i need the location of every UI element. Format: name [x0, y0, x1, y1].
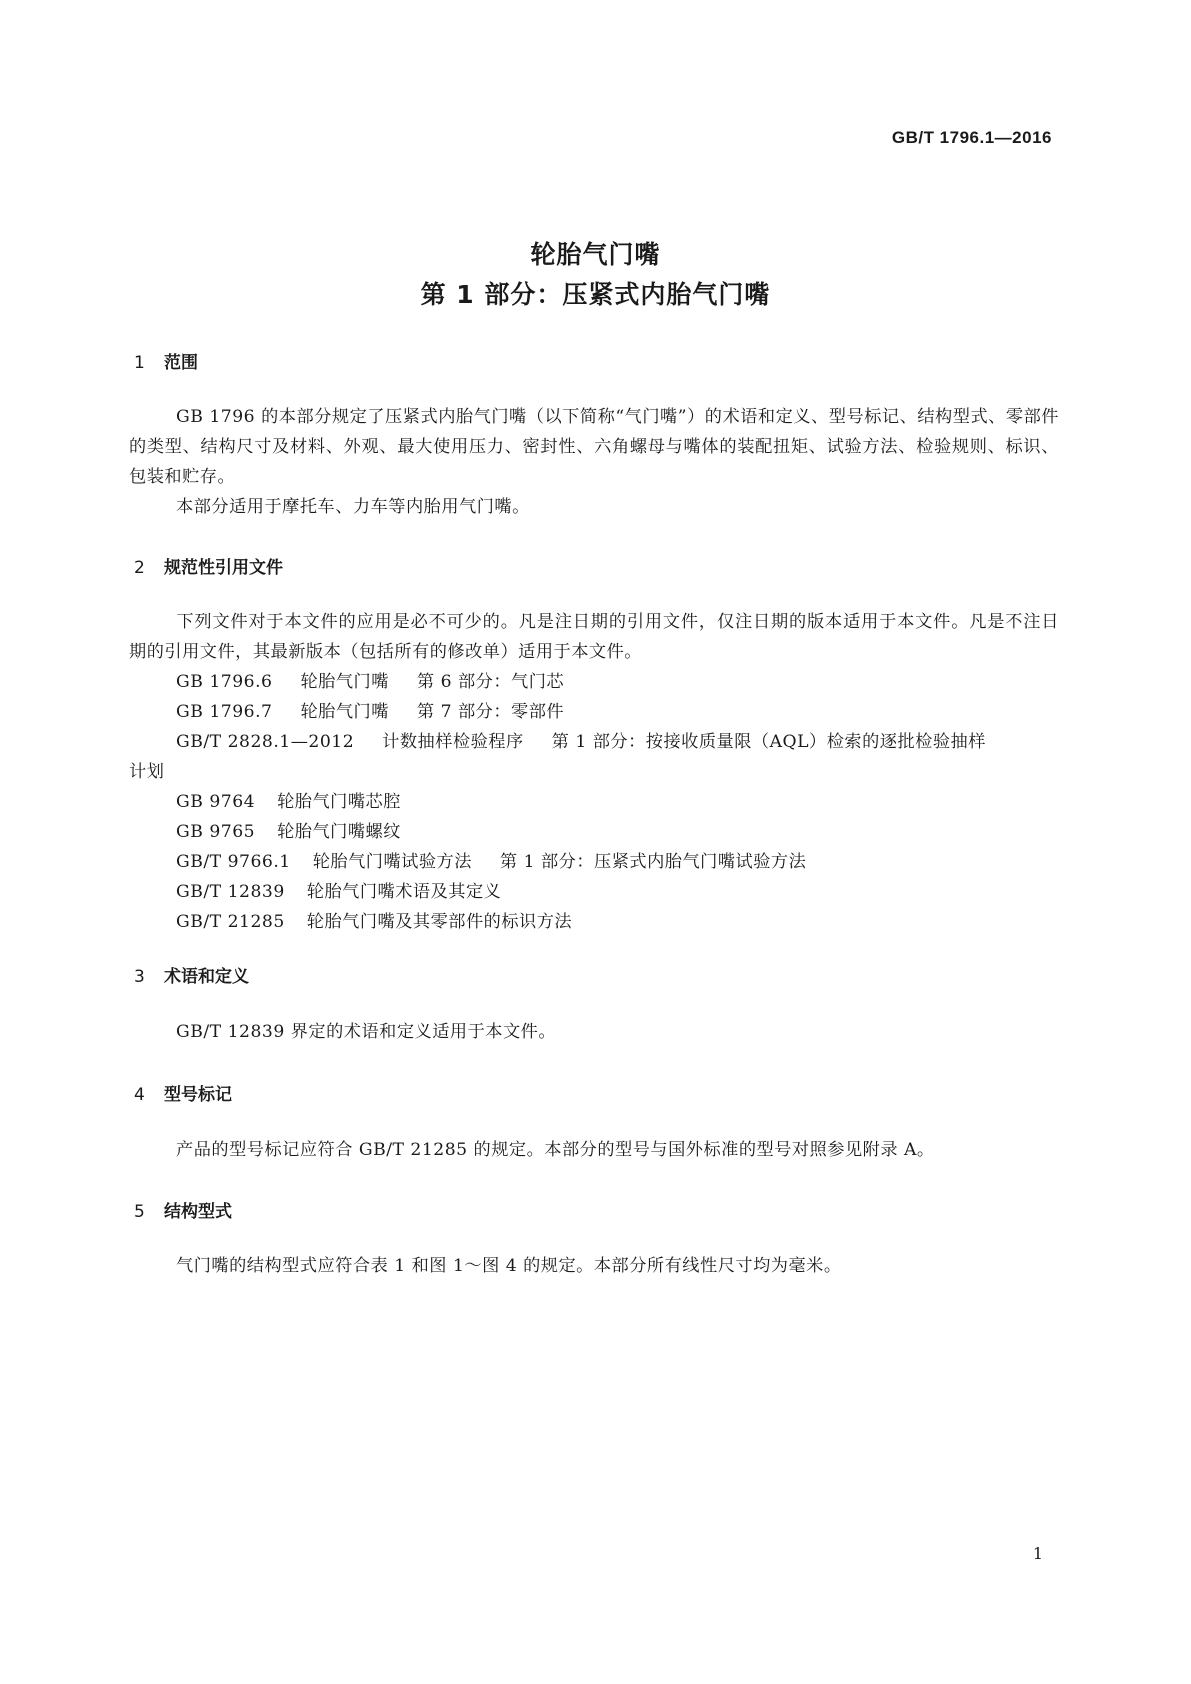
section-4-paragraph-1: 产品的型号标记应符合 GB/T 21285 的规定。本部分的型号与国外标准的型号对照参见附录 A。 — [176, 1140, 935, 1160]
document-title: 轮胎气门嘴 — [530, 240, 661, 269]
reference-item-continuation: 计划 — [129, 762, 165, 782]
section-3-heading — [134, 962, 249, 987]
section-1-paragraph-1: GB 1796 的本部分规定了压紧式内胎气门嘴（以下简称“气门嘴”）的术语和定义、型号标记、结构型式、零部件的类型、结构尺寸及材料、外观、最大使用压力、密封性、六角螺母与嘴体的装配扭矩、试验方法、检验规则、标识、包装和贮存。 — [129, 407, 1059, 487]
section-5-paragraph-1: 气门嘴的结构型式应符合表 1 和图 1～图 4 的规定。本部分所有线性尺寸均为毫米。 — [176, 1256, 842, 1276]
section-title: 范围 — [164, 353, 198, 373]
section-5-heading — [134, 1197, 232, 1222]
section-number: 4 — [134, 1085, 145, 1105]
section-number: 1 — [134, 353, 145, 373]
section-title: 术语和定义 — [164, 967, 249, 987]
section-3-paragraph-1: GB/T 12839 界定的术语和定义适用于本文件。 — [176, 1022, 557, 1042]
reference-item: GB/T 2828.1—2012 计数抽样检验程序 第 1 部分：按接收质量限（AQL）检索的逐批检验抽样 — [176, 732, 986, 752]
section-2-heading — [134, 553, 283, 578]
reference-item: GB 9764 轮胎气门嘴芯腔 — [176, 792, 401, 812]
section-title: 规范性引用文件 — [164, 558, 283, 578]
section-1-paragraph-2: 本部分适用于摩托车、力车等内胎用气门嘴。 — [176, 497, 530, 517]
standard-number: GB/T 1796.1—2016 — [891, 128, 1052, 147]
page-number: 1 — [1032, 1544, 1043, 1563]
reference-item: GB 9765 轮胎气门嘴螺纹 — [176, 822, 401, 842]
section-number: 2 — [134, 558, 145, 578]
section-1-heading — [134, 348, 198, 373]
document-subtitle: 第 1 部分：压紧式内胎气门嘴 — [420, 280, 771, 309]
reference-item: GB 1796.7 轮胎气门嘴 第 7 部分：零部件 — [176, 702, 565, 722]
section-title: 结构型式 — [164, 1202, 232, 1222]
section-number: 3 — [134, 967, 145, 987]
reference-item: GB 1796.6 轮胎气门嘴 第 6 部分：气门芯 — [176, 672, 565, 692]
reference-item: GB/T 12839 轮胎气门嘴术语及其定义 — [176, 882, 502, 902]
section-title: 型号标记 — [164, 1085, 232, 1105]
reference-item: GB/T 9766.1 轮胎气门嘴试验方法 第 1 部分：压紧式内胎气门嘴试验方法 — [176, 852, 807, 872]
section-4-heading — [134, 1080, 232, 1105]
section-number: 5 — [134, 1202, 145, 1222]
section-2-paragraph-1: 下列文件对于本文件的应用是必不可少的。凡是注日期的引用文件，仅注日期的版本适用于本文件。凡是不注日期的引用文件，其最新版本（包括所有的修改单）适用于本文件。 — [129, 612, 1059, 662]
reference-item: GB/T 21285 轮胎气门嘴及其零部件的标识方法 — [176, 912, 573, 932]
